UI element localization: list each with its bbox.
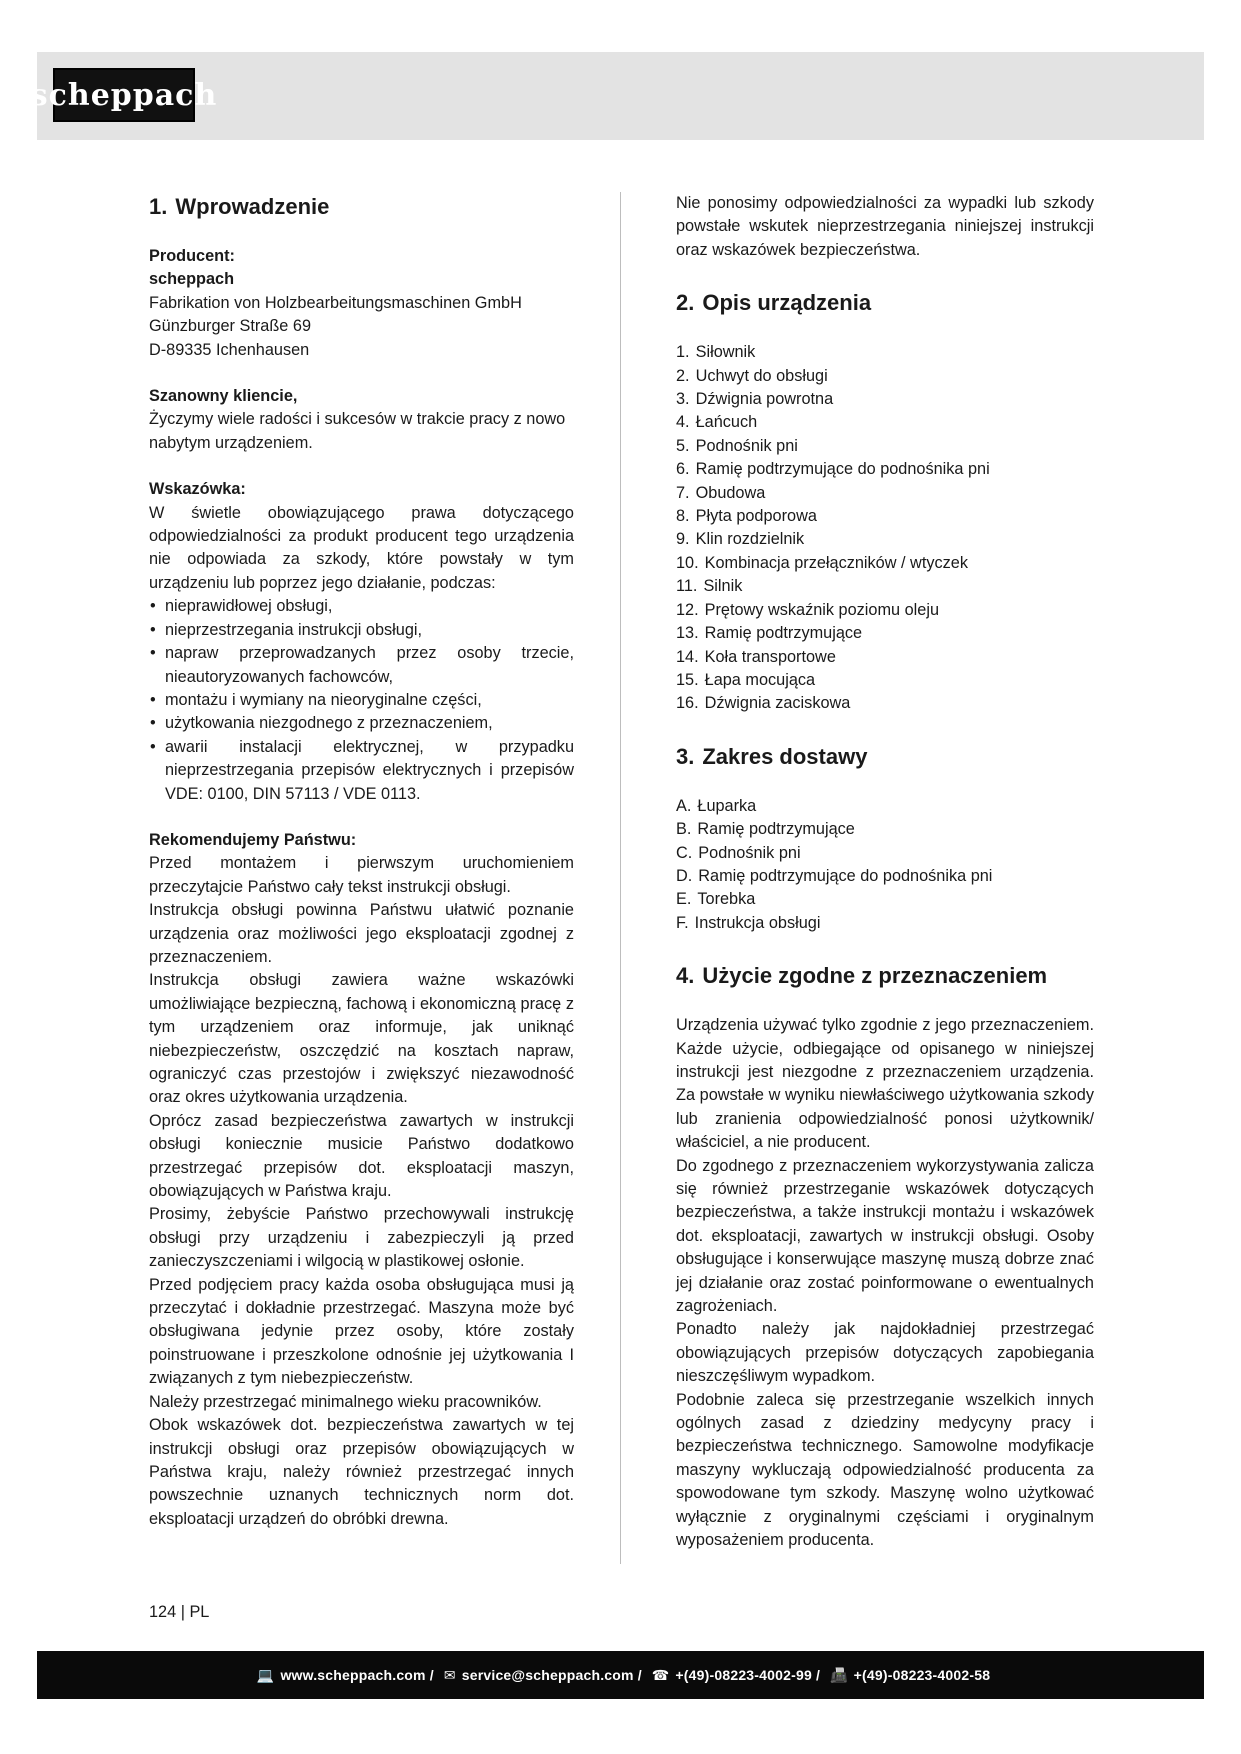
usage-paragraph: Urządzenia używać tylko zgodnie z jego przeznaczeniem. Każde użycie, odbiegające od opisanego w niniejszej instrukcji jest niezgodne z przeznaczeniem urządzenia. Za powstałe w wyniku niewłaściwego użytkowania szkody lub zranienia odpowiedzialność ponosi użytkownik/ właściciel, a nie producent. (676, 1016, 1094, 1152)
section-title: Zakres dostawy (702, 743, 868, 769)
recommend-paragraph: Oprócz zasad bezpieczeństwa zawartych w instrukcji obsługi koniecznie musicie Państwo dodatkowo przestrzegać przepisów dot. eksploatacji maszyn, obowiązujących w Państwa kraju. (149, 1111, 574, 1201)
section-3-heading (676, 742, 1094, 772)
separator: / (637, 1667, 642, 1683)
producer-label: Producent: (149, 247, 235, 265)
recommend-paragraph: Instrukcja obsługi powinna Państwu ułatwić poznanie urządzenia oraz możliwości jego eksploatacji zgodnej z przeznaczeniem. (149, 901, 574, 966)
section-number: 2. (676, 290, 695, 316)
recommend-title: Rekomendujemy Państwu: (149, 830, 357, 849)
producer-name: scheppach (149, 270, 235, 289)
list-item: 16. Dźwignia zaciskowa (676, 694, 851, 713)
list-item: 1. Siłownik (676, 343, 756, 362)
list-item: • awarii instalacji elektrycznej, w przypadku nieprzestrzegania przepisów elektrycznych i przepisów VDE: 0100, DIN 57113 / VDE 0113. (149, 736, 574, 806)
header-band (30, 52, 1204, 140)
footer-bar (37, 1651, 1204, 1699)
separator: / (429, 1667, 434, 1683)
list-item: 10. Kombinacja przełączników / wtyczek (676, 553, 968, 572)
section-2-heading (676, 288, 1094, 318)
list-item: 6. Ramię podtrzymujące do podnośnika pni (676, 460, 990, 479)
list-item: • użytkowania niezgodnego z przeznaczeniem, (149, 712, 574, 735)
usage-paragraph: Ponadto należy jak najdokładniej przestrzegać obowiązujących przepisów dotyczących zapobiegania nieszczęśliwym wypadkom. (676, 1320, 1094, 1386)
address-line: Günzburger Straße 69 (149, 317, 311, 336)
list-item: 8. Płyta podporowa (676, 507, 817, 526)
list-item: D. Ramię podtrzymujące do podnośnika pni (676, 866, 993, 885)
website-link[interactable]: www.scheppach.com (280, 1667, 426, 1683)
list-item: 7. Obudowa (676, 483, 766, 502)
disclaimer-text: Nie ponosimy odpowiedzialności za wypadki lub szkody powstałe wskutek nieprzestrzegania niniejszej instrukcji oraz wskazówek bezpieczeństwa. (676, 194, 1094, 259)
recommend-paragraph: Należy przestrzegać minimalnego wieku pracowników. (149, 1392, 542, 1411)
fax-number: +(49)-08223-4002-58 (853, 1667, 991, 1683)
list-item: B. Ramię podtrzymujące (676, 820, 855, 839)
email-link[interactable]: service@scheppach.com (461, 1667, 634, 1683)
recommend-paragraph: Przed podjęciem pracy każda osoba obsługująca musi ją przeczytać i dokładnie przestrzegać. Maszyna może być obsługiwana jedynie przez osoby, które zostały poinstruowane i przeszkolone odnośnie jej użytkowania I związanych z tym niebezpieczeństw. (149, 1275, 574, 1388)
recommend-paragraph: Instrukcja obsługi zawiera ważne wskazówki umożliwiające bezpieczną, fachową i ekonomiczną pracę z tym urządzeniem oraz informuje, jak uniknąć niebezpieczeństw, oszczędzić na kosztach napraw, ograniczyć czas przestojów i zwiększyć niezawodność oraz okres użytkowania urządzenia. (149, 971, 574, 1107)
section-title: Użycie zgodne z przeznaczeniem (702, 963, 1048, 989)
note-bullet-list (149, 595, 574, 806)
section-number: 1. (149, 194, 168, 219)
list-item: • nieprawidłowej obsługi, (149, 595, 574, 618)
list-item: 4. Łańcuch (676, 413, 758, 432)
greeting-title: Szanowny kliencie, (149, 387, 298, 406)
section-4-heading (676, 961, 1094, 991)
list-item: 9. Klin rozdzielnik (676, 530, 805, 549)
note-text: W świetle obowiązującego prawa dotyczącego odpowiedzialności za produkt producent tego urządzenia nie odpowiada za szkody, które powstały w tym urządzeniu lub poprzez jego działanie, podczas: (149, 503, 574, 592)
recommend-paragraph: Obok wskazówek dot. bezpieczeństwa zawartych w tej instrukcji obsługi oraz przepisów obowiązujących w Państwa kraju, należy również przestrzegać innych powszechnie uznanych technicznych norm dot. eksploatacji urządzeń do obróbki drewna. (149, 1416, 574, 1528)
list-item: • nieprzestrzegania instrukcji obsługi, (149, 619, 574, 642)
section-1-heading (149, 192, 574, 222)
section-number: 4. (676, 963, 695, 989)
list-item: 3. Dźwignia powrotna (676, 390, 834, 409)
address-line: Fabrikation von Holzbearbeitungsmaschinen GmbH (149, 293, 522, 312)
right-column (676, 192, 1094, 1553)
phone-icon: ☎ (651, 1666, 670, 1683)
list-item: • napraw przeprowadzanych przez osoby trzecie, nieautoryzowanych fachowców, (149, 642, 574, 689)
list-item: 13. Ramię podtrzymujące (676, 624, 863, 643)
list-item: 12. Prętowy wskaźnik poziomu oleju (676, 600, 940, 619)
list-item: A. Łuparka (676, 796, 757, 815)
mail-icon: ✉ (443, 1666, 456, 1683)
list-item: E. Torebka (676, 890, 756, 909)
fax-icon: 📠 (830, 1666, 848, 1683)
page-number: 124 | PL (149, 1603, 210, 1621)
phone-number: +(49)-08223-4002-99 (675, 1667, 812, 1683)
usage-paragraph: Podobnie zaleca się przestrzeganie wszelkich innych ogólnych zasad z dziedziny medycyny pracy i bezpieczeństwa technicznego. Samowolne modyfikacje maszyny wykluczają odpowiedzialność producenta za spowodowane tym szkody. Maszynę wolno użytkować wyłącznie z oryginalnymi częściami i oryginalnym wyposażeniem producenta. (676, 1390, 1094, 1550)
computer-icon: 💻 (256, 1666, 275, 1683)
address-line: D-89335 Ichenhausen (149, 340, 310, 359)
note-title: Wskazówka: (149, 480, 246, 499)
scheppach-logo: scheppach (53, 68, 195, 122)
section-title: Opis urządzenia (702, 290, 872, 316)
list-item: C. Podnośnik pni (676, 843, 801, 862)
delivery-list (676, 795, 1094, 935)
usage-paragraph: Do zgodnego z przeznaczeniem wykorzystywania zalicza się również przestrzeganie wskazówek dotyczących bezpieczeństwa, a także instrukcji montażu i wskazówek dot. eksploatacji, zawartych w instrukcji obsługi. Osoby obsługujące i konserwujące maszynę muszą dobrze znać jej działanie oraz zostać poinformowane o ewentualnych zagrożeniach. (676, 1156, 1094, 1316)
section-title: Wprowadzenie (175, 194, 330, 219)
column-divider (620, 192, 621, 1564)
list-item: F. Instrukcja obsługi (676, 913, 821, 932)
left-column (149, 192, 574, 1531)
recommend-paragraph: Prosimy, żebyście Państwo przechowywali instrukcję obsługi przy urządzeniu i zabezpieczyli ją przed zanieczyszczeniami i wilgocią w plastikowej osłonie. (149, 1205, 574, 1271)
section-number: 3. (676, 743, 695, 769)
recommend-paragraph: Przed montażem i pierwszym uruchomieniem przeczytajcie Państwo cały tekst instrukcji obsługi. (149, 854, 574, 896)
list-item: 2. Uchwyt do obsługi (676, 366, 828, 385)
list-item: 15. Łapa mocująca (676, 670, 816, 689)
list-item: 5. Podnośnik pni (676, 436, 798, 455)
separator: / (815, 1667, 821, 1683)
list-item: 11. Silnik (676, 577, 743, 596)
greeting-text: Życzymy wiele radości i sukcesów w trakcie pracy z nowo nabytym urządzeniem. (149, 410, 566, 452)
parts-list (676, 341, 1094, 716)
list-item: 14. Koła transportowe (676, 647, 836, 666)
list-item: • montażu i wymiany na nieoryginalne części, (149, 689, 574, 712)
